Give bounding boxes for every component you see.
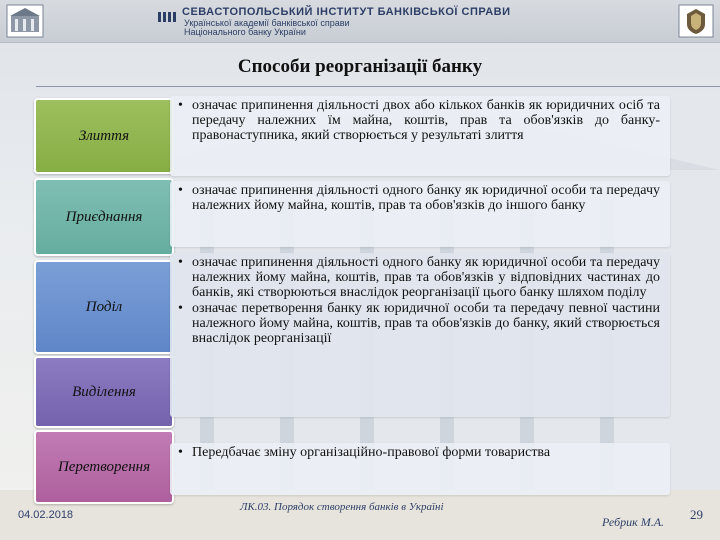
footer-author: Ребрик М.А. — [602, 515, 665, 529]
term-transformation — [34, 430, 174, 504]
bullet-icon: • — [178, 255, 183, 270]
term-division-label: Поділ — [85, 298, 123, 315]
term-transformation-label: Перетворення — [57, 458, 151, 475]
slide-title: Способи реорганізації банку — [237, 56, 483, 77]
description-merger — [170, 96, 670, 176]
description-transformation — [170, 443, 670, 495]
description-merger-text: означає припинення діяльності двох або кількох банків як юридичних осіб та передачу належних їм майна, коштів, прав та обов'язків до банку-правонаступника, який створюється у результаті злиття — [192, 98, 660, 143]
institute-subtitle-2: Національного банку України — [184, 27, 306, 37]
description-division-text: означає припинення діяльності одного банку як юридичної особи та передачу належних йому майна, коштів, прав та обов'язків у відповідних частинах до банків, які створюються внаслідок реорганізації цього банку шляхом поділу — [192, 255, 660, 300]
description-division-separation — [170, 253, 670, 417]
term-merger — [34, 98, 174, 174]
bullet-icon: • — [178, 445, 183, 460]
coat-of-arms-icon — [678, 4, 714, 38]
term-division — [34, 260, 174, 354]
institute-name: СЕВАСТОПОЛЬСЬКИЙ ІНСТИТУТ БАНКІВСЬКОЇ СПРАВИ — [182, 6, 511, 18]
institute-emblem-icon — [158, 10, 178, 24]
title-divider — [36, 86, 720, 87]
description-accession-text: означає припинення діяльності одного банку як юридичної особи та передачу належних йому майна, коштів, прав та обов'язків до іншого банку — [192, 183, 660, 213]
institute-logo-icon — [6, 4, 44, 38]
page-number: 29 — [690, 507, 703, 522]
term-separation — [34, 356, 174, 428]
bullet-icon: • — [178, 183, 183, 198]
bullet-icon: • — [178, 301, 183, 316]
description-separation-text: означає перетворення банку як юридичної особи та передачу певної частини належного йому майна, коштів, прав та обов'язків до банку, який створюється внаслідок реорганізації — [192, 301, 660, 346]
term-merger-label: Злиття — [78, 127, 130, 144]
description-accession — [170, 181, 670, 247]
term-accession-label: Приєднання — [65, 208, 143, 225]
bullet-icon: • — [178, 98, 183, 113]
term-accession — [34, 178, 174, 256]
term-separation-label: Виділення — [72, 383, 136, 400]
description-transformation-text: Передбачає зміну організаційно-правової форми товариства — [192, 445, 551, 460]
footer-date: 04.02.2018 — [18, 509, 74, 521]
footer-topic: ЛК.03. Порядок створення банків в Україні — [240, 501, 444, 513]
institute-subtitle-1: Української академії банківської справи — [184, 18, 350, 28]
